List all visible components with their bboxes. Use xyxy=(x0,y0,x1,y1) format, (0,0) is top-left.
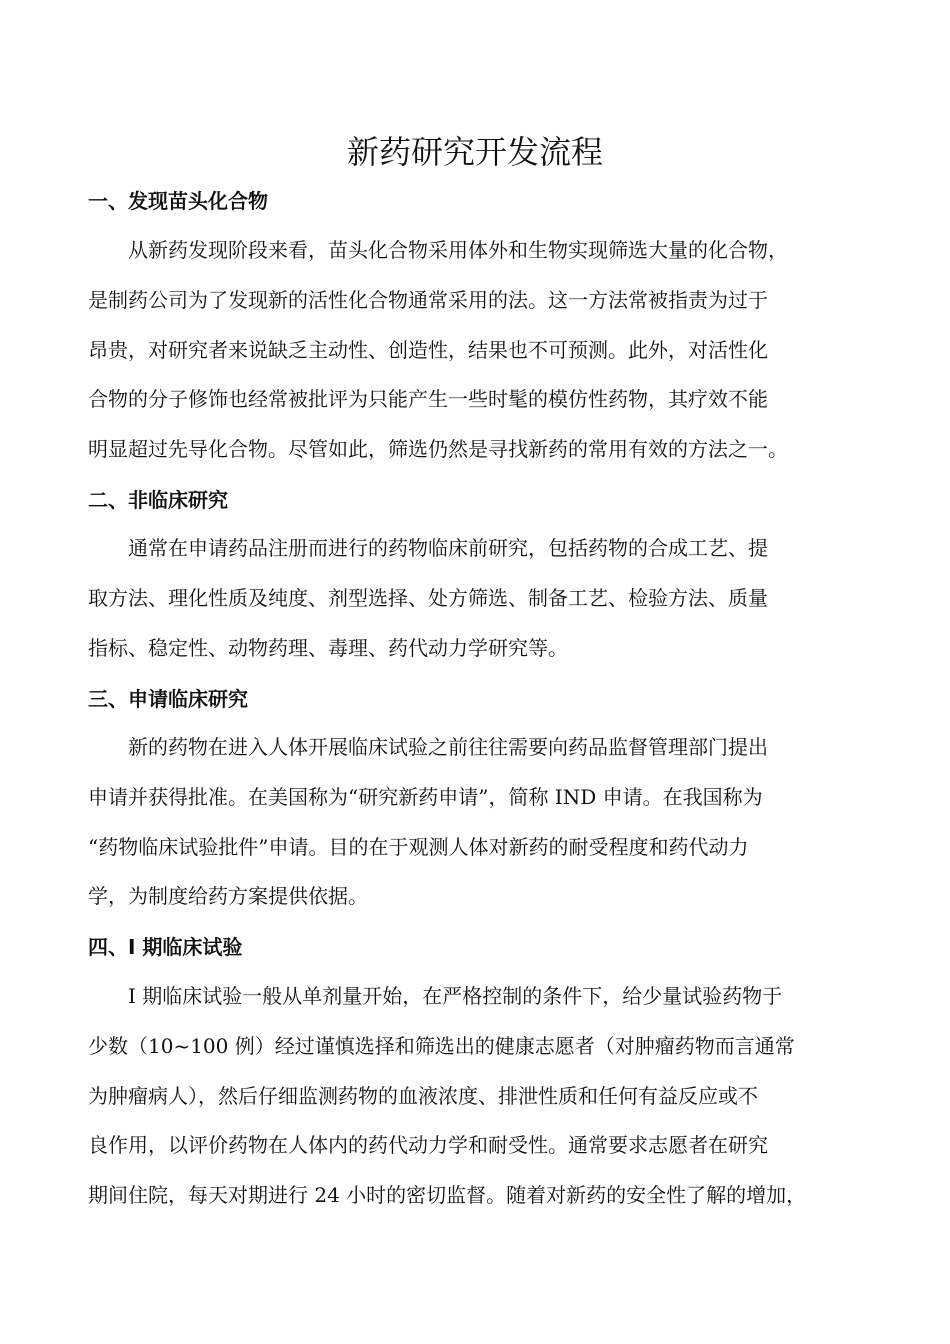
paragraph-line: 指标、稳定性、动物药理、毒理、药代动力学研究等。 xyxy=(88,635,568,660)
paragraph-line: 期间住院，每天对期进行 24 小时的密切监督。随着对新药的安全性了解的增加， xyxy=(88,1183,807,1208)
document-title: 新药研究开发流程 xyxy=(346,133,603,171)
section-heading-1: 一、发现苗头化合物 xyxy=(88,189,268,213)
paragraph-line: 取方法、理化性质及纯度、剂型选择、处方筛选、制备工艺、检验方法、质量 xyxy=(88,585,768,610)
paragraph-line: 为肿瘤病人），然后仔细监测药物的血液浓度、排泄性质和任何有益反应或不 xyxy=(88,1083,758,1108)
paragraph-line: 合物的分子修饰也经常被批评为只能产生一些时髦的模仿性药物，其疗效不能 xyxy=(88,387,768,412)
paragraph-line: 申请并获得批准。在美国称为“研究新药申请”，简称 IND 申请。在我国称为 xyxy=(88,784,763,809)
paragraph-line: I 期临床试验一般从单剂量开始，在严格控制的条件下，给少量试验药物于 xyxy=(128,984,783,1008)
section-heading-3: 三、申请临床研究 xyxy=(88,687,248,711)
section-paragraph-4 xyxy=(88,972,848,1221)
paragraph-line: 学，为制度给药方案提供依据。 xyxy=(88,884,368,909)
paragraph-line: 少数（10~100 例）经过谨慎选择和筛选出的健康志愿者（对肿瘤药物而言通常 xyxy=(88,1033,795,1058)
section-paragraph-1 xyxy=(88,226,848,475)
paragraph-line: 通常在申请药品注册而进行的药物临床前研究，包括药物的合成工艺、提 xyxy=(128,536,768,560)
paragraph-line: 从新药发现阶段来看，苗头化合物采用体外和生物实现筛选大量的化合物， xyxy=(128,238,788,262)
paragraph-line: 新的药物在进入人体开展临床试验之前往往需要向药品监督管理部门提出 xyxy=(128,735,768,759)
paragraph-line: 明显超过先导化合物。尽管如此，筛选仍然是寻找新药的常用有效的方法之一。 xyxy=(88,437,788,462)
section-paragraph-3 xyxy=(88,723,848,922)
paragraph-line: 良作用，以评价药物在人体内的药代动力学和耐受性。通常要求志愿者在研究 xyxy=(88,1133,768,1158)
paragraph-line: 是制药公司为了发现新的活性化合物通常采用的法。这一方法常被指责为过于 xyxy=(88,287,768,312)
section-paragraph-2 xyxy=(88,524,848,673)
section-heading-2: 二、非临床研究 xyxy=(88,488,228,512)
paragraph-line: “药物临床试验批件”申请。目的在于观测人体对新药的耐受程度和药代动力 xyxy=(88,834,749,859)
section-heading-4: 四、I 期临床试验 xyxy=(88,935,243,959)
paragraph-line: 昂贵，对研究者来说缺乏主动性、创造性，结果也不可预测。此外，对活性化 xyxy=(88,337,768,362)
